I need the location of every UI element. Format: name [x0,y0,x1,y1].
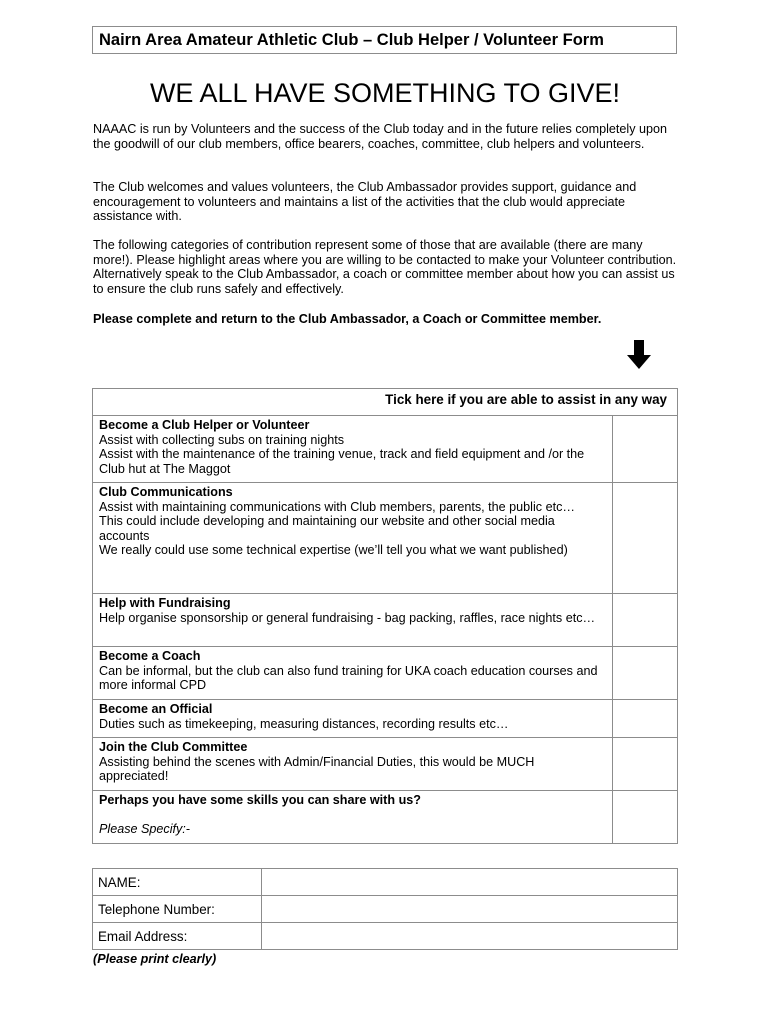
category-cell [93,594,613,647]
category-line: Assisting behind the scenes with Admin/Financial Duties, this would be MUCH appreciated! [99,754,535,784]
intro-paragraph-2: The Club welcomes and values volunteers, the Club Ambassador provides support, guidance and encouragement to volunteers and maintains a list of the activities that the club would appreciate assistance with. [93,180,637,224]
category-line: Help organise sponsorship or general fundraising - bag packing, raffles, race nights etc… [99,610,596,625]
category-line: Assist with collecting subs on training nights [99,432,345,447]
category-line: Can be informal, but the club can also fund training for UKA coach education courses and more informal CPD [99,663,598,693]
table-row [93,647,678,700]
category-cell [93,791,613,844]
table-row [93,791,678,844]
name-field[interactable] [262,869,678,896]
category-title: Club Communications [99,485,233,499]
category-line: We really could use some technical expertise (we’ll tell you what we want published) [99,543,568,558]
category-line: Assist with maintaining communications with Club members, parents, the public etc… [99,499,575,514]
form-title: Nairn Area Amateur Athletic Club – Club Helper / Volunteer Form [92,26,677,54]
category-line: Assist with the maintenance of the training venue, track and field equipment and /or the Club hut at The Maggot [99,447,585,476]
category-line: This could include developing and maintaining our website and other social media accounts [99,514,555,543]
specify-label: Please Specify:- [99,821,190,836]
table-row [93,923,678,950]
tick-box-club-helper[interactable] [613,416,678,483]
table-row [93,483,678,594]
volunteer-categories-table [92,388,678,844]
contact-details-table [92,868,678,950]
print-clearly-note: (Please print clearly) [93,952,217,966]
table-row [93,869,678,896]
telephone-field[interactable] [262,896,678,923]
category-title: Become a Coach [99,649,201,663]
intro-paragraph-3: The following categories of contribution represent some of those that are available (there are many more!). Please highlight areas where you are willing to be contacted to make your Volunteer contribution. Alternatively speak to the Club Ambassador, a coach or committee member about how you can assist us to ensure the club runs safely and effectively. [93,238,677,296]
name-label: NAME: [93,869,262,896]
arrow-down-icon [627,340,651,370]
email-label: Email Address: [93,923,262,950]
category-title: Help with Fundraising [99,596,231,610]
category-cell [93,738,613,791]
category-title: Become a Club Helper or Volunteer [99,418,310,432]
tick-box-skills[interactable] [613,791,678,844]
headline: WE ALL HAVE SOMETHING TO GIVE! [149,78,621,108]
table-row [93,700,678,738]
telephone-label: Telephone Number: [93,896,262,923]
tick-box-coach[interactable] [613,647,678,700]
category-line: Duties such as timekeeping, measuring distances, recording results etc… [99,716,509,731]
category-title: Join the Club Committee [99,740,248,754]
tick-box-official[interactable] [613,700,678,738]
category-cell [93,483,613,594]
category-cell [93,700,613,738]
table-row [93,416,678,483]
tick-box-communications[interactable] [613,483,678,594]
category-title: Become an Official [99,702,213,716]
category-cell [93,416,613,483]
category-cell [93,647,613,700]
table-row [93,738,678,791]
tick-box-committee[interactable] [613,738,678,791]
table-row [93,594,678,647]
intro-paragraph-1: NAAAC is run by Volunteers and the success of the Club today and in the future relies completely upon the goodwill of our club members, office bearers, coaches, committee, club helpers and volunteers. [93,122,668,151]
table-header-row [93,389,678,416]
return-instruction: Please complete and return to the Club Ambassador, a Coach or Committee member. [93,312,602,326]
category-title: Perhaps you have some skills you can share with us? [99,793,421,807]
tick-header: Tick here if you are able to assist in any way [93,389,678,416]
table-row [93,896,678,923]
tick-box-fundraising[interactable] [613,594,678,647]
email-field[interactable] [262,923,678,950]
